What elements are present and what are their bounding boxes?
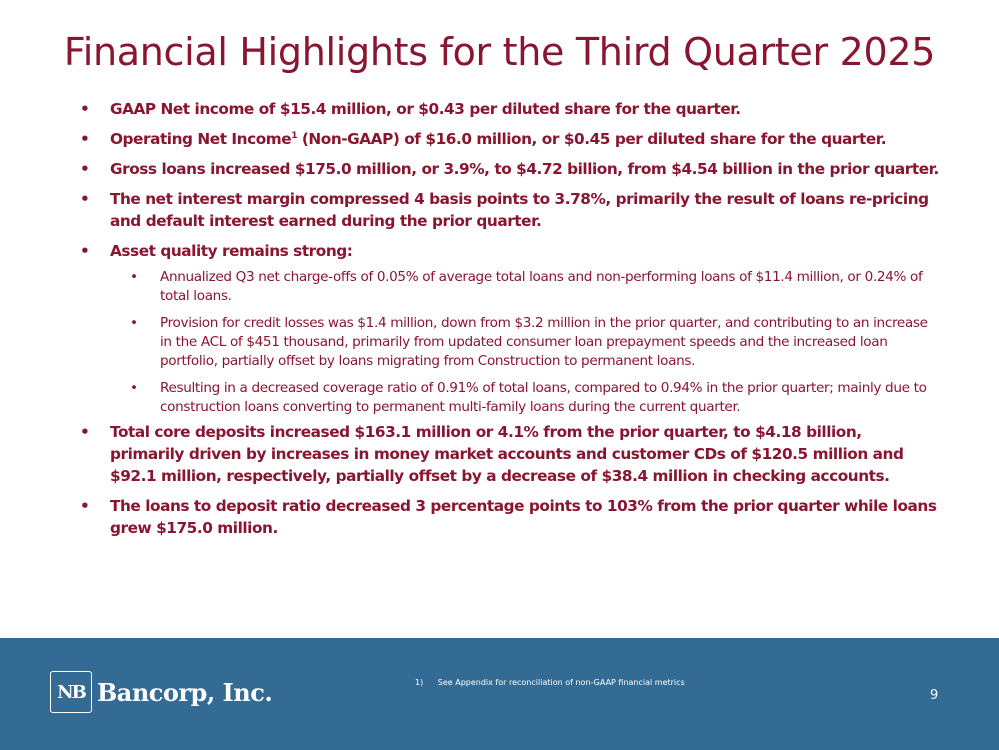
logo-name: Bancorp, Inc. [97, 677, 273, 707]
bullet-marker: • [80, 160, 90, 178]
bullet-text: The loans to deposit ratio decreased 3 percentage points to 103% from the prior quarter while loans grew $175.0 million. [110, 497, 937, 537]
footnote [415, 678, 685, 687]
footnote-number: 1) [415, 678, 424, 687]
bullet-marker: • [80, 242, 90, 260]
bullet-marker: • [80, 100, 90, 118]
bullet-marker: • [80, 497, 90, 515]
footnote-text: See Appendix for reconciliation of non-GAAP financial metrics [437, 678, 685, 687]
bullet-text: GAAP Net income of $15.4 million, or $0.43 per diluted share for the quarter. [110, 100, 741, 118]
bullet-loan-deposit-ratio [80, 495, 940, 539]
bullet-core-deposits [80, 421, 940, 487]
sub-bullet-text: Provision for credit losses was $1.4 million, down from $3.2 million in the prior quarter, and contributing to an increase in the ACL of $451 thousand, primarily from updated consumer loan prepayment speeds and the increased loan portfolio, partially offset by loans migrating from Construction to permanent loans. [160, 315, 928, 369]
bullet-marker: • [80, 423, 90, 441]
sub-bullet-provision [130, 314, 930, 371]
slide-title: Financial Highlights for the Third Quarter 2025 [63, 30, 936, 74]
bullet-text: Asset quality remains strong: [110, 242, 353, 260]
sub-bullet-text: Annualized Q3 net charge-offs of 0.05% of average total loans and non-performing loans of $11.4 million, or 0.24% of total loans. [160, 269, 923, 304]
bullet-text: Total core deposits increased $163.1 million or 4.1% from the prior quarter, to $4.18 billion, primarily driven by increases in money market accounts and customer CDs of $120.5 million and $92.1 million, respectively, partially offset by a decrease of $38.4 million in checking accounts. [110, 423, 904, 485]
highlights-list [80, 98, 940, 547]
bullet-operating-income [80, 128, 940, 150]
bullet-gross-loans [80, 158, 940, 180]
bullet-text: The net interest margin compressed 4 basis points to 3.78%, primarily the result of loans re-pricing and default interest earned during the prior quarter. [110, 190, 929, 230]
bullet-net-interest-margin [80, 188, 940, 232]
sub-bullet-marker: • [130, 269, 138, 285]
bullet-asset-quality [80, 240, 940, 262]
footer-bar [0, 638, 999, 750]
logo-mark: NB [50, 671, 92, 713]
bullet-text: Gross loans increased $175.0 million, or 3.9%, to $4.72 billion, from $4.54 billion in the prior quarter. [110, 160, 939, 178]
sub-bullet-coverage-ratio [130, 379, 930, 417]
bullet-marker: • [80, 190, 90, 208]
sub-bullet-marker: • [130, 380, 138, 396]
bullet-text-pre: Operating Net Income [110, 130, 292, 148]
bullet-text-post: (Non-GAAP) of $16.0 million, or $0.45 per diluted share for the quarter. [297, 130, 887, 148]
sub-bullet-charge-offs [130, 268, 930, 306]
company-logo [50, 671, 272, 713]
footnote-ref: 1 [291, 130, 298, 141]
bullet-net-income [80, 98, 940, 120]
page-number: 9 [930, 688, 939, 703]
sub-bullet-marker: • [130, 315, 138, 331]
bullet-marker: • [80, 130, 90, 148]
sub-bullet-text: Resulting in a decreased coverage ratio of 0.91% of total loans, compared to 0.94% in the prior quarter; mainly due to construction loans converting to permanent multi-family loans during the current quarter. [160, 380, 927, 415]
